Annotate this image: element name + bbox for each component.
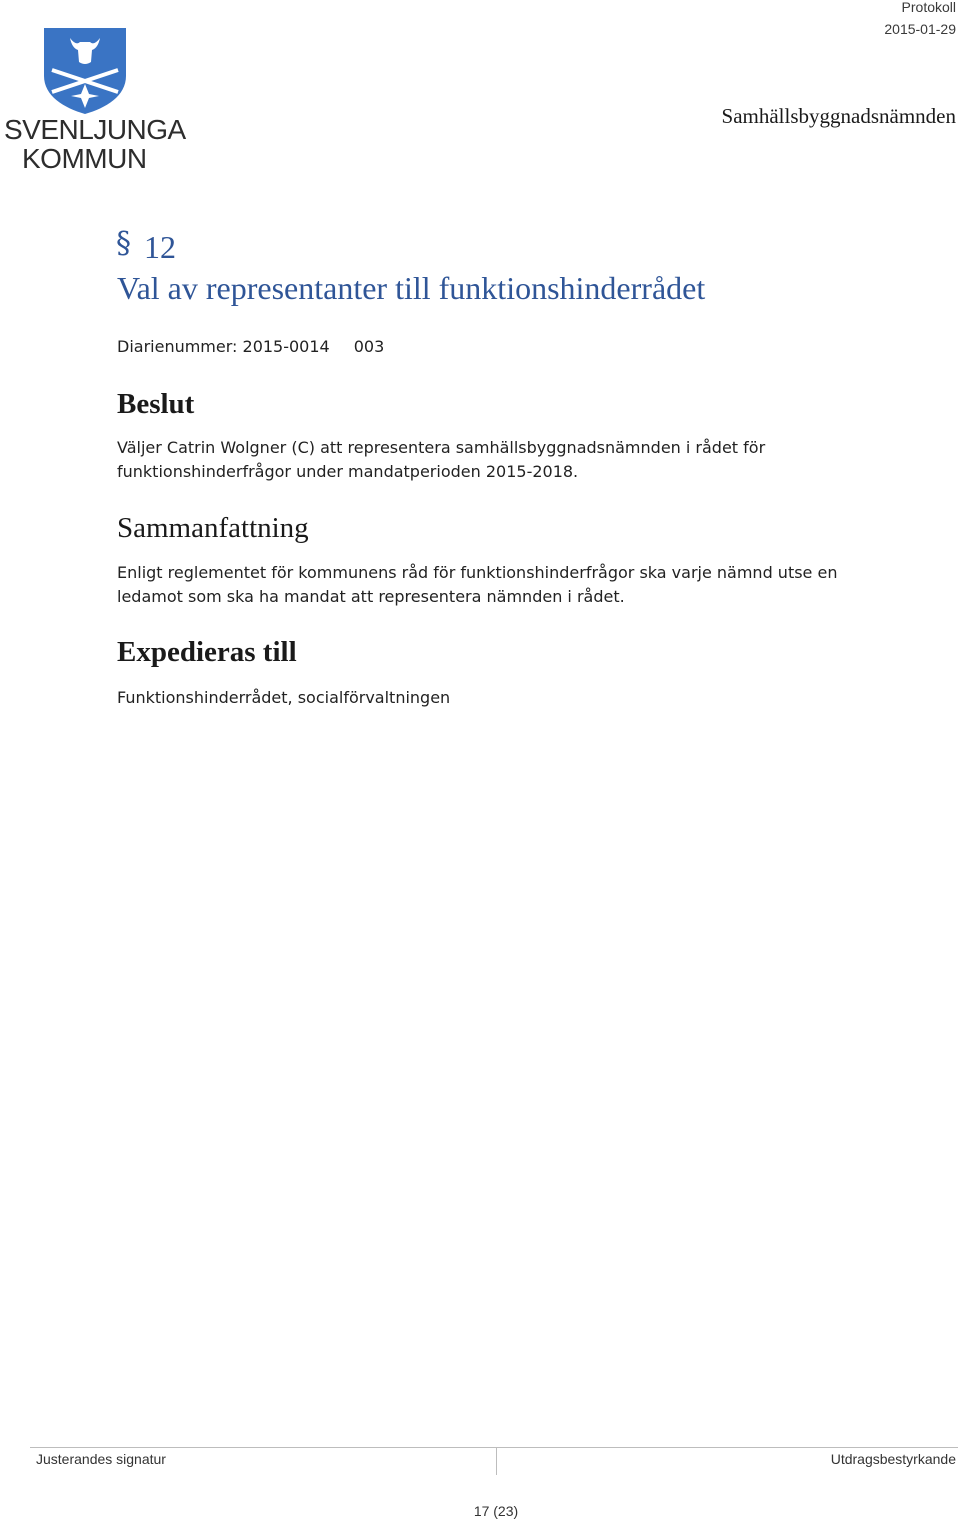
page-number: 17 (23) — [473, 1503, 519, 1519]
signature-label: Justerandes signatur — [36, 1451, 166, 1467]
diarie-number — [117, 337, 384, 356]
beslut-text: Väljer Catrin Wolgner (C) att representera samhällsbyggnadsnämnden i rådet för funktionshinderfrågor under mandatperioden 2015-2018. — [117, 438, 766, 481]
footer-divider-line — [30, 1447, 958, 1448]
diarie-label: Diarienummer: 2015-0014 — [117, 337, 330, 356]
certification-label: Utdragsbestyrkande — [830, 1451, 956, 1467]
sammanfattning-heading: Sammanfattning — [117, 512, 309, 544]
footer-vertical-divider — [496, 1447, 497, 1475]
expedieras-heading: Expedieras till — [117, 636, 297, 668]
expedieras-text: Funktionshinderrådet, socialförvaltningen — [117, 688, 451, 707]
paragraph-number: 12 — [144, 229, 176, 265]
diarie-suffix: 003 — [353, 337, 385, 356]
beslut-heading: Beslut — [117, 388, 195, 420]
paragraph-sign: § — [116, 226, 131, 261]
coat-of-arms-icon — [4, 26, 164, 116]
logo-text-line1: SVENLJUNGA — [4, 114, 186, 145]
committee-name: Samhällsbyggnadsnämnden — [721, 104, 956, 128]
document-type: Protokoll — [901, 0, 956, 15]
page-title: Val av representanter till funktionshinderrådet — [117, 270, 706, 306]
document-date: 2015-01-29 — [884, 21, 956, 37]
sammanfattning-text: Enligt reglementet för kommunens råd för funktionshinderfrågor ska varje nämnd utse en ledamot som ska ha mandat att representera nämnden i rådet. — [117, 563, 838, 606]
logo-text-line2: KOMMUN — [22, 143, 147, 174]
